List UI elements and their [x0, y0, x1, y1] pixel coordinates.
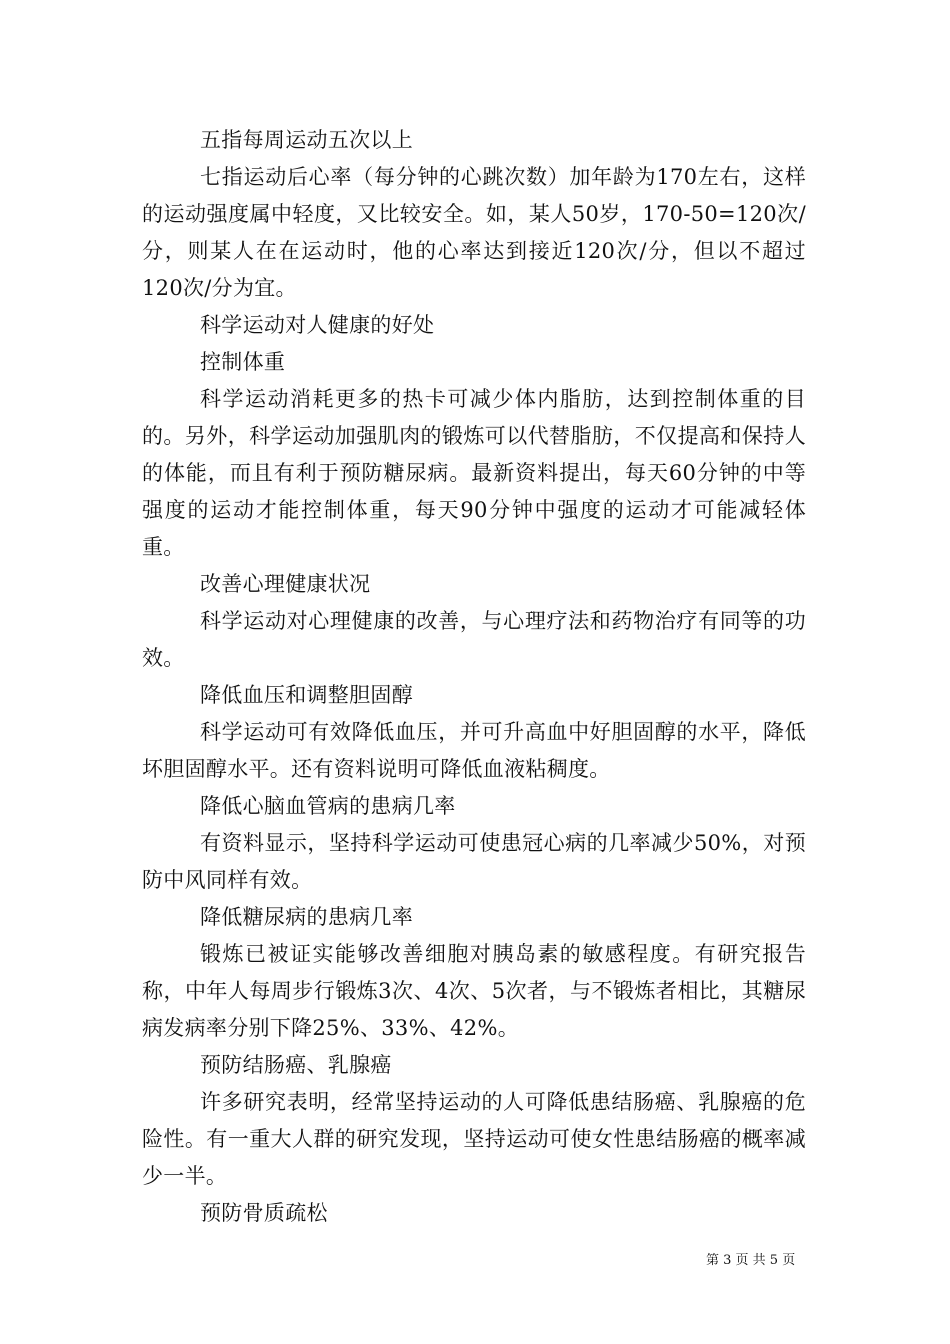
paragraph-line: 五指每周运动五次以上 — [200, 128, 413, 152]
paragraph: 许多研究表明，经常坚持运动的人可降低患结肠癌、乳腺癌的危险性。有一重大人群的研究发现，坚持运动可使女性患结肠癌的概率减少一半。 — [142, 1090, 806, 1188]
subsection-heading: 控制体重 — [200, 350, 286, 374]
subsection-heading: 预防骨质疏松 — [200, 1201, 328, 1225]
paragraph: 科学运动对心理健康的改善，与心理疗法和药物治疗有同等的功效。 — [142, 609, 806, 670]
paragraph: 锻炼已被证实能够改善细胞对胰岛素的敏感程度。有研究报告称，中年人每周步行锻炼3次、4次、5次者，与不锻炼者相比，其糖尿病发病率分别下降25%、33%、42%。 — [142, 942, 806, 1040]
section-heading: 科学运动对人健康的好处 — [200, 313, 435, 337]
subsection-heading: 降低糖尿病的患病几率 — [200, 905, 413, 929]
document-body — [142, 122, 806, 1232]
subsection-heading: 预防结肠癌、乳腺癌 — [200, 1053, 392, 1077]
subsection-heading: 改善心理健康状况 — [200, 572, 371, 596]
subsection-heading: 降低血压和调整胆固醇 — [200, 683, 413, 707]
subsection-heading: 降低心脑血管病的患病几率 — [200, 794, 456, 818]
paragraph: 科学运动可有效降低血压，并可升高血中好胆固醇的水平，降低坏胆固醇水平。还有资料说明可降低血液粘稠度。 — [142, 720, 806, 781]
paragraph: 七指运动后心率（每分钟的心跳次数）加年龄为170左右，这样的运动强度属中轻度，又比较安全。如，某人50岁，170-50=120次/分，则某人在在运动时，他的心率达到接近120次/分，但以不超过120次/分为宜。 — [142, 165, 806, 300]
paragraph: 科学运动消耗更多的热卡可减少体内脂肪，达到控制体重的目的。另外，科学运动加强肌肉的锻炼可以代替脂肪，不仅提高和保持人的体能，而且有利于预防糖尿病。最新资料提出，每天60分钟的中等强度的运动才能控制体重，每天90分钟中强度的运动才可能减轻体重。 — [142, 387, 806, 559]
paragraph: 有资料显示，坚持科学运动可使患冠心病的几率减少50%，对预防中风同样有效。 — [142, 831, 806, 892]
page-number-footer: 第 3 页 共 5 页 — [706, 1253, 796, 1268]
